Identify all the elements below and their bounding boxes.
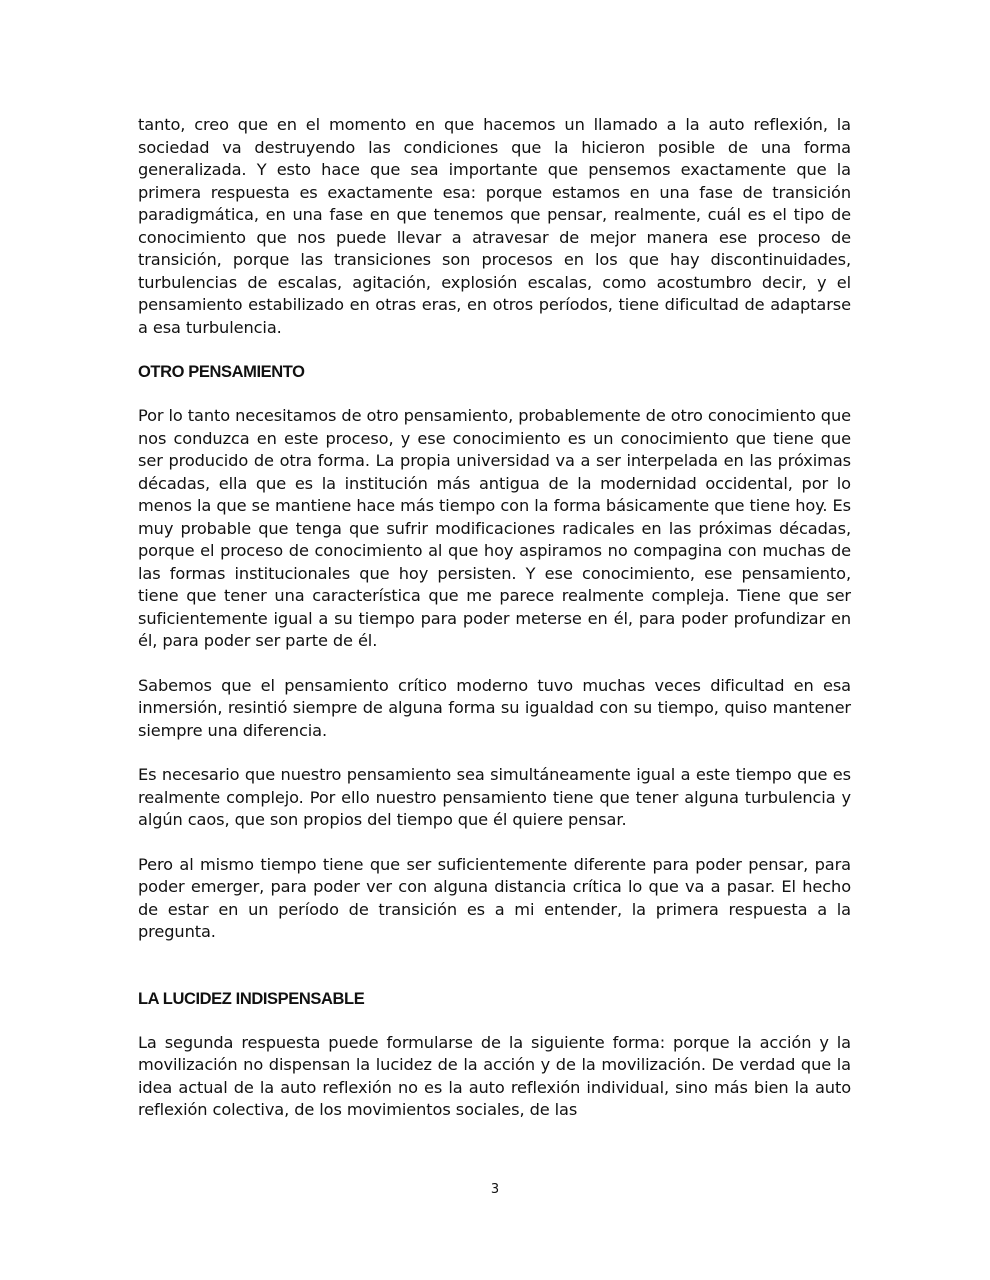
page-number: 3 (490, 1182, 500, 1197)
paragraph-3: Sabemos que el pensamiento crítico moderno tuvo muchas veces dificultad en esa inmersión, resintió siempre de alguna forma su igualdad con su tiempo, quiso mantener siempre una diferencia. (138, 675, 851, 740)
paragraph-1: tanto, creo que en el momento en que hacemos un llamado a la auto reflexión, la sociedad va destruyendo las condiciones que la hicieron posible de una forma generalizada. Y esto hace que sea importante que pensemos exactamente que la primera respuesta es exactamente esa: porque estamos en una fase de transición paradigmática, en una fase en que tenemos que pensar, realmente, cuál es el tipo de conocimiento que nos puede llevar a atravesar de mejor manera ese proceso de transición, porque las transiciones son procesos en los que hay discontinuidades, turbulencias de escalas, agitación, explosión escalas, como acostumbro decir, y el pensamiento estabilizado en otras eras, en otros períodos, tiene dificultad de adaptarse a esa turbulencia. (138, 115, 851, 337)
spacer (138, 383, 851, 405)
paragraph-4: Es necesario que nuestro pensamiento sea simultáneamente igual a este tiempo que es realmente complejo. Por ello nuestro pensamiento tiene que tener alguna turbulencia y algún caos, que son propios del tiempo que él quiere pensar. (138, 765, 851, 829)
spacer (138, 944, 851, 988)
paragraph-6: La segunda respuesta puede formularse de la siguiente forma: porque la acción y la movilización no dispensan la lucidez de la acción y de la movilización. De verdad que la idea actual de la auto reflexión no es la auto reflexión individual, sino más bien la auto reflexión colectiva, de los movimientos sociales, de las (138, 1032, 851, 1119)
paragraph-5: Pero al mismo tiempo tiene que ser suficientemente diferente para poder pensar, para poder emerger, para poder ver con alguna distancia crítica lo que va a pasar. El hecho de estar en un período de transición es a mi entender, la primera respuesta a la pregunta. (138, 854, 851, 941)
page-content (138, 114, 851, 1122)
spacer (138, 339, 851, 361)
spacer (138, 1010, 851, 1032)
spacer (138, 832, 851, 854)
paragraph-2: Por lo tanto necesitamos de otro pensamiento, probablemente de otro conocimiento que nos conduzca en este proceso, y ese conocimiento es un conocimiento que tiene que ser producido de otra forma. La propia universidad va a ser interpelada en las próximas décadas, ella que es la institución más antigua de la modernidad occidental, por lo menos la que se mantiene hace más tiempo con la forma básicamente que tiene hoy. Es muy probable que tenga que sufrir modificaciones radicales en las próximas décadas, porque el proceso de conocimiento al que hoy aspiramos no compagina con muchas de las formas institucionales que hoy persisten. Y ese conocimiento, ese pensamiento, tiene que tener una característica que me parece realmente compleja. Tiene que ser suficientemente igual a su tiempo para poder meterse en él, para poder profundizar en él, para poder ser parte de él. (138, 406, 851, 650)
spacer (138, 653, 851, 675)
section-heading-otro-pensamiento: OTRO PENSAMIENTO (138, 363, 305, 381)
spacer (138, 742, 851, 764)
section-heading-la-lucidez-indispensable: LA LUCIDEZ INDISPENSABLE (138, 989, 365, 1008)
